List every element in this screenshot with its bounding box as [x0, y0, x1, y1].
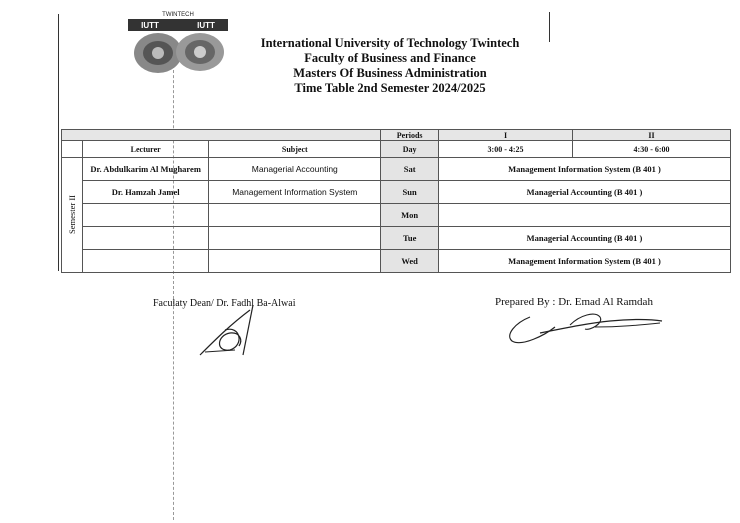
slot-cell: Managerial Accounting (B 401 ): [439, 227, 731, 250]
program-name: Masters Of Business Administration: [293, 66, 487, 80]
slot-cell: Management Information System (B 401 ): [439, 250, 731, 273]
slot-cell: Management Information System (B 401 ): [439, 158, 731, 181]
day-cell: Mon: [381, 204, 439, 227]
timetable: [61, 129, 731, 273]
periods-label: Periods: [381, 130, 439, 141]
slot-cell: [439, 204, 731, 227]
table-row: [62, 181, 731, 204]
logo-emblem-left-text: IUTT: [141, 21, 159, 30]
lecturer-cell: [83, 227, 209, 250]
table-row: [62, 250, 731, 273]
right-margin-line: [549, 12, 550, 42]
day-cell: Sat: [381, 158, 439, 181]
slot-cell: Managerial Accounting (B 401 ): [439, 181, 731, 204]
day-header: Day: [381, 141, 439, 158]
header-row: [62, 141, 731, 158]
period-2-time: 4:30 - 6:00: [573, 141, 731, 158]
semester-cell: [62, 158, 83, 273]
subject-cell: [209, 250, 381, 273]
lecturer-cell: [83, 204, 209, 227]
semester-label: Semester II: [67, 194, 77, 234]
timetable-title: Time Table 2nd Semester 2024/2025: [294, 81, 486, 95]
lecturer-cell: [83, 250, 209, 273]
periods-row: [62, 130, 731, 141]
period-1-time: 3:00 - 4:25: [439, 141, 573, 158]
logo-emblem-right-text: IUTT: [197, 21, 215, 30]
subject-header: Subject: [209, 141, 381, 158]
table-row: [62, 158, 731, 181]
lecturer-cell: Dr. Hamzah Jamel: [83, 181, 209, 204]
lecturer-header: Lecturer: [83, 141, 209, 158]
prepared-by-label: Prepared By : Dr. Emad Al Ramdah: [495, 296, 653, 308]
dean-signature-mark: [195, 300, 275, 360]
day-cell: Tue: [381, 227, 439, 250]
table-row: [62, 227, 731, 250]
document-header: [250, 36, 530, 96]
dean-signature-label: Faculaty Dean/ Dr. Fadhl Ba-Alwai: [153, 298, 296, 309]
period-1-label: I: [439, 130, 573, 141]
day-cell: Sun: [381, 181, 439, 204]
subject-cell: [209, 227, 381, 250]
prepared-by-signature-mark: [500, 305, 670, 350]
periods-blank-cell: [62, 130, 381, 141]
logo-top-text: TWINTECH: [162, 12, 194, 18]
lecturer-cell: Dr. Abdulkarim Al Mugharem: [83, 158, 209, 181]
subject-cell: [209, 204, 381, 227]
university-logo: [124, 8, 232, 78]
subject-cell: Management Information System: [209, 181, 381, 204]
day-cell: Wed: [381, 250, 439, 273]
subject-cell: Managerial Accounting: [209, 158, 381, 181]
period-2-label: II: [573, 130, 731, 141]
faculty-name: Faculty of Business and Finance: [304, 51, 476, 65]
table-row: [62, 204, 731, 227]
left-margin-line: [58, 14, 59, 271]
header-blank-cell: [62, 141, 83, 158]
university-name: International University of Technology Twintech: [260, 36, 520, 50]
